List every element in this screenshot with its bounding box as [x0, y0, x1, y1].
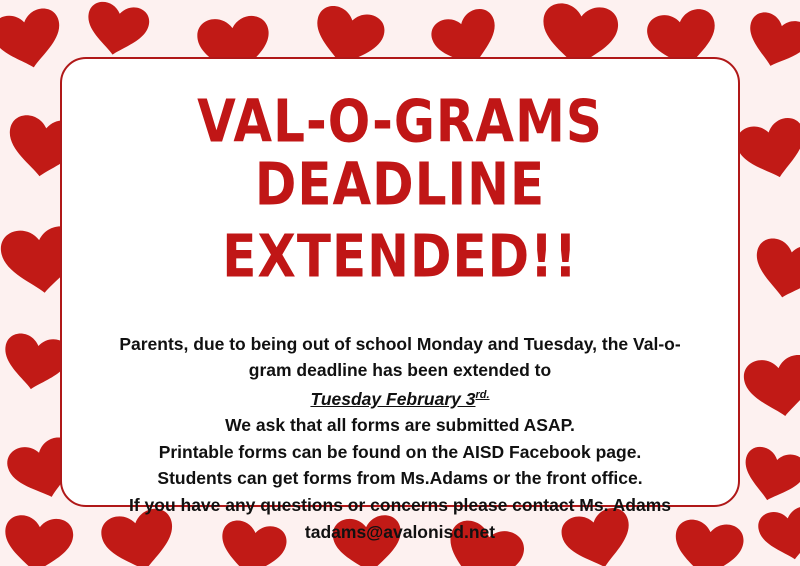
body-text — [88, 331, 712, 546]
deadline-date: Tuesday February 3 — [310, 388, 476, 409]
body-line-printable: Printable forms can be found on the AISD Facebook page. — [158, 441, 642, 462]
body-line-students: Students can get forms from Ms.Adams or the front office. — [157, 468, 643, 489]
contact-email: tadams@avalonisd.net — [304, 521, 496, 542]
deadline-date-suffix: rd. — [475, 388, 490, 401]
headline — [88, 87, 712, 291]
headline-line-2: EXTENDED!! — [222, 222, 578, 291]
body-line-questions: If you have any questions or concerns please contact Ms. Adams — [128, 495, 671, 516]
body-paragraph: Parents, due to being out of school Monday and Tuesday, the Val-o-gram deadline has been extended to — [119, 333, 681, 381]
body-line-asap: We ask that all forms are submitted ASAP. — [225, 415, 575, 436]
headline-line-1: VAL-O-GRAMS DEADLINE — [197, 87, 603, 218]
announcement-card — [60, 57, 740, 542]
deadline-date-line — [88, 386, 712, 413]
